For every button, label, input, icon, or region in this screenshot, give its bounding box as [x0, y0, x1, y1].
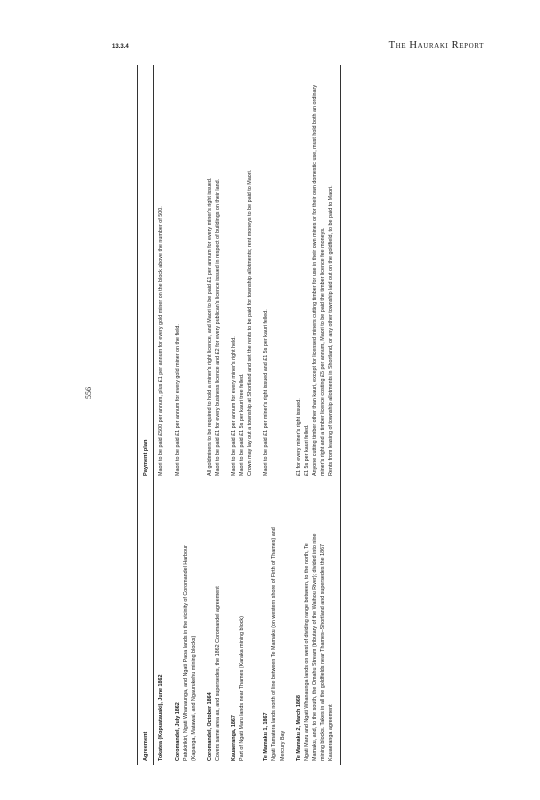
payment-cell: [154, 65, 171, 480]
agreement-title: Tokatea (Kopuatauaki), June 1862: [158, 674, 165, 761]
section-number: 13.3.4: [112, 44, 129, 50]
payment-cell: [203, 65, 227, 480]
agreement-title: Te Mamaku 1, 1867: [263, 712, 270, 761]
agreement-title: Coromandel, July 1862: [174, 702, 181, 761]
agreement-title: Kauaeranga, 1867: [231, 715, 238, 761]
agreement-cell: [154, 480, 171, 765]
table-row: [292, 65, 341, 765]
agreement-title: Te Mamaku 2, March 1868: [295, 695, 302, 761]
page-number: 556: [84, 387, 93, 399]
payment-cell: [171, 65, 203, 480]
rotated-table-container: [137, 65, 467, 765]
agreement-cell: [171, 480, 203, 765]
payment-line: Maori to be paid £1 per miner's right issued and £1 5s per kauri felled.: [263, 309, 270, 476]
column-header-payment-plan: Payment plan: [138, 65, 154, 480]
payment-line: Maori to be paid £1 5s per kauri tree felled.: [239, 373, 246, 476]
payment-line: Maori to be paid £1 per annum for every gold miner on the field.: [174, 324, 181, 476]
agreement-description: Ngati Maru and Ngati Whanaunga lands on west of dividing range between, to the north, Te Mamaku, and, to the south, the Omahu Stream (tributary of the Waihou River); divided into nine mining blocks. Takes in all the goldfields near Thames–Shortland and supersedes the 1867 Kauaeranga agreement: [303, 533, 335, 761]
table-row: [227, 65, 259, 765]
table-row: [154, 65, 171, 765]
agreement-cell: [259, 480, 291, 765]
payment-cell: [259, 65, 291, 480]
table-row: [259, 65, 291, 765]
payment-line: £1 5s per kauri felled.: [303, 424, 310, 476]
agreement-cell: [203, 480, 227, 765]
payment-line: Maori to be paid £1 per annum for every miner's right held.: [231, 336, 238, 476]
column-header-agreement: Agreement: [138, 480, 154, 765]
payment-line: Crown may lay out a township at Shortland and set the rents to be paid for township allotments; rent moneys to be paid to Maori.: [247, 169, 254, 476]
table-row: [171, 65, 203, 765]
payment-line: Anyone cutting timber other than kauri, except for licensed miners cutting timber for use in their own mines or for their own domestic use, must hold both an ordinary miner's right and a timber licence costing £5 per annum, Maori to be paid the timber licence fee moneys.: [311, 84, 327, 476]
payment-cell: [227, 65, 259, 480]
agreement-description: Covers same area as, and supersedes, the 1862 Coromandel agreement: [214, 586, 221, 761]
agreements-table: [137, 65, 341, 765]
agreement-description: Ngati Tamatera lands north of line between Te Mamaku (on western shore of Firth of Thames) and Mercury Bay: [271, 527, 286, 761]
agreement-description: Part of Ngati Maru lands near Thames (Karaka mining block): [239, 616, 246, 761]
agreement-cell: [292, 480, 341, 765]
table-header-row: [138, 65, 154, 765]
payment-cell: [292, 65, 341, 480]
payment-line: Rents from leasing of township allotments in Shortland, or any other township laid out on the goldfield, to be paid to Maori.: [328, 185, 335, 476]
payment-line: Maori to be paid £1 for every business licence and £2 for every publican's licence issued in respect of buildings on their land.: [214, 178, 221, 476]
running-header-title: The Hauraki Report: [388, 40, 484, 51]
agreement-description: Patukirikiri, Ngati Whanaunga, and Ngati Paoa lands in the vicinity of Coromandel Harbour (Kapanga, Matawai, and Ngaurukehu mining blocks): [182, 545, 197, 761]
payment-line: Maori to be paid £500 per annum, plus £1 per annum for every gold miner on the block above the number of 500.: [158, 206, 165, 476]
payment-line: £1 for every miner's right issued.: [295, 398, 302, 476]
table-row: [203, 65, 227, 765]
payment-line: All goldminers to be required to hold a miner's right licence, and Maori to be paid £1 per annum for every miner's right issued.: [206, 177, 213, 476]
agreement-cell: [227, 480, 259, 765]
agreement-title: Coromandel, October 1864: [206, 692, 213, 761]
